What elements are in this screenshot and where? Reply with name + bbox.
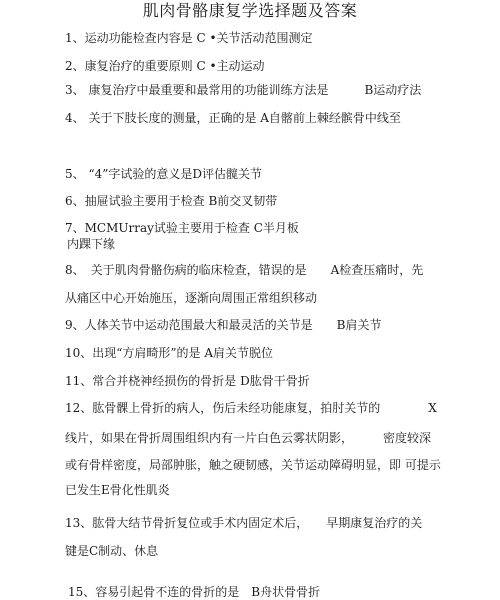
question-3: 3、 康复治疗中最重要和最常用的功能训练方法是 B运动疗法 <box>65 83 422 97</box>
question-1: 1、运动功能检查内容是 C •关节活动范围测定 <box>65 31 313 45</box>
question-6: 6、抽屉试验主要用于检查 B前交叉韧带 <box>65 194 278 208</box>
question-11: 11、常合并桡神经损伤的骨折是 D肱骨干骨折 <box>65 374 310 388</box>
question-10: 10、出现“方肩畸形”的是 A肩关节脱位 <box>65 346 274 360</box>
question-4: 4、 关于下肢长度的测量，正确的是 A自髂前上棘经髌骨中线至 <box>65 111 401 125</box>
question-2: 2、康复治疗的重要原则 C •主动运动 <box>65 59 265 73</box>
question-5: 5、 “4”字试验的意义是D评估髋关节 <box>65 167 262 181</box>
question-13: 13、肱骨大结节骨折复位或手术内固定术后， 早期康复治疗的关 <box>65 516 423 530</box>
question-12-continuation-1: 线片，如果在骨折周围组织内有一片白色云雾状阴影， 密度较深 <box>65 431 432 445</box>
question-15: 15、容易引起骨不连的骨折的是 B舟状骨骨折 <box>68 585 321 599</box>
question-7: 7、MCMUrray试验主要用于检查 C半月板 <box>65 221 299 235</box>
question-8-continuation: 从痛区中心开始施压，逐渐向周围正常组织移动 <box>65 291 318 305</box>
question-4-continuation: 内踝下缘 <box>67 237 116 251</box>
question-13-continuation: 键是C制动、休息 <box>65 544 159 558</box>
question-8: 8、 关于肌肉骨骼伤病的临床检查，错误的是 A检查压痛时，先 <box>65 263 424 277</box>
question-9: 9、人体关节中运动范围最大和最灵活的关节是 B肩关节 <box>65 318 382 332</box>
question-12-continuation-2: 或有骨样密度，局部肿胀，触之硬韧感，关节运动障碍明显，即 可提示 <box>65 458 441 472</box>
document-title: 肌肉骨骼康复学选择题及答案 <box>142 1 358 20</box>
question-12: 12、肱骨髁上骨折的病人，伤后未经功能康复，拍肘关节的 X <box>65 401 437 415</box>
question-12-continuation-3: 已发生E骨化性肌炎 <box>65 483 170 497</box>
